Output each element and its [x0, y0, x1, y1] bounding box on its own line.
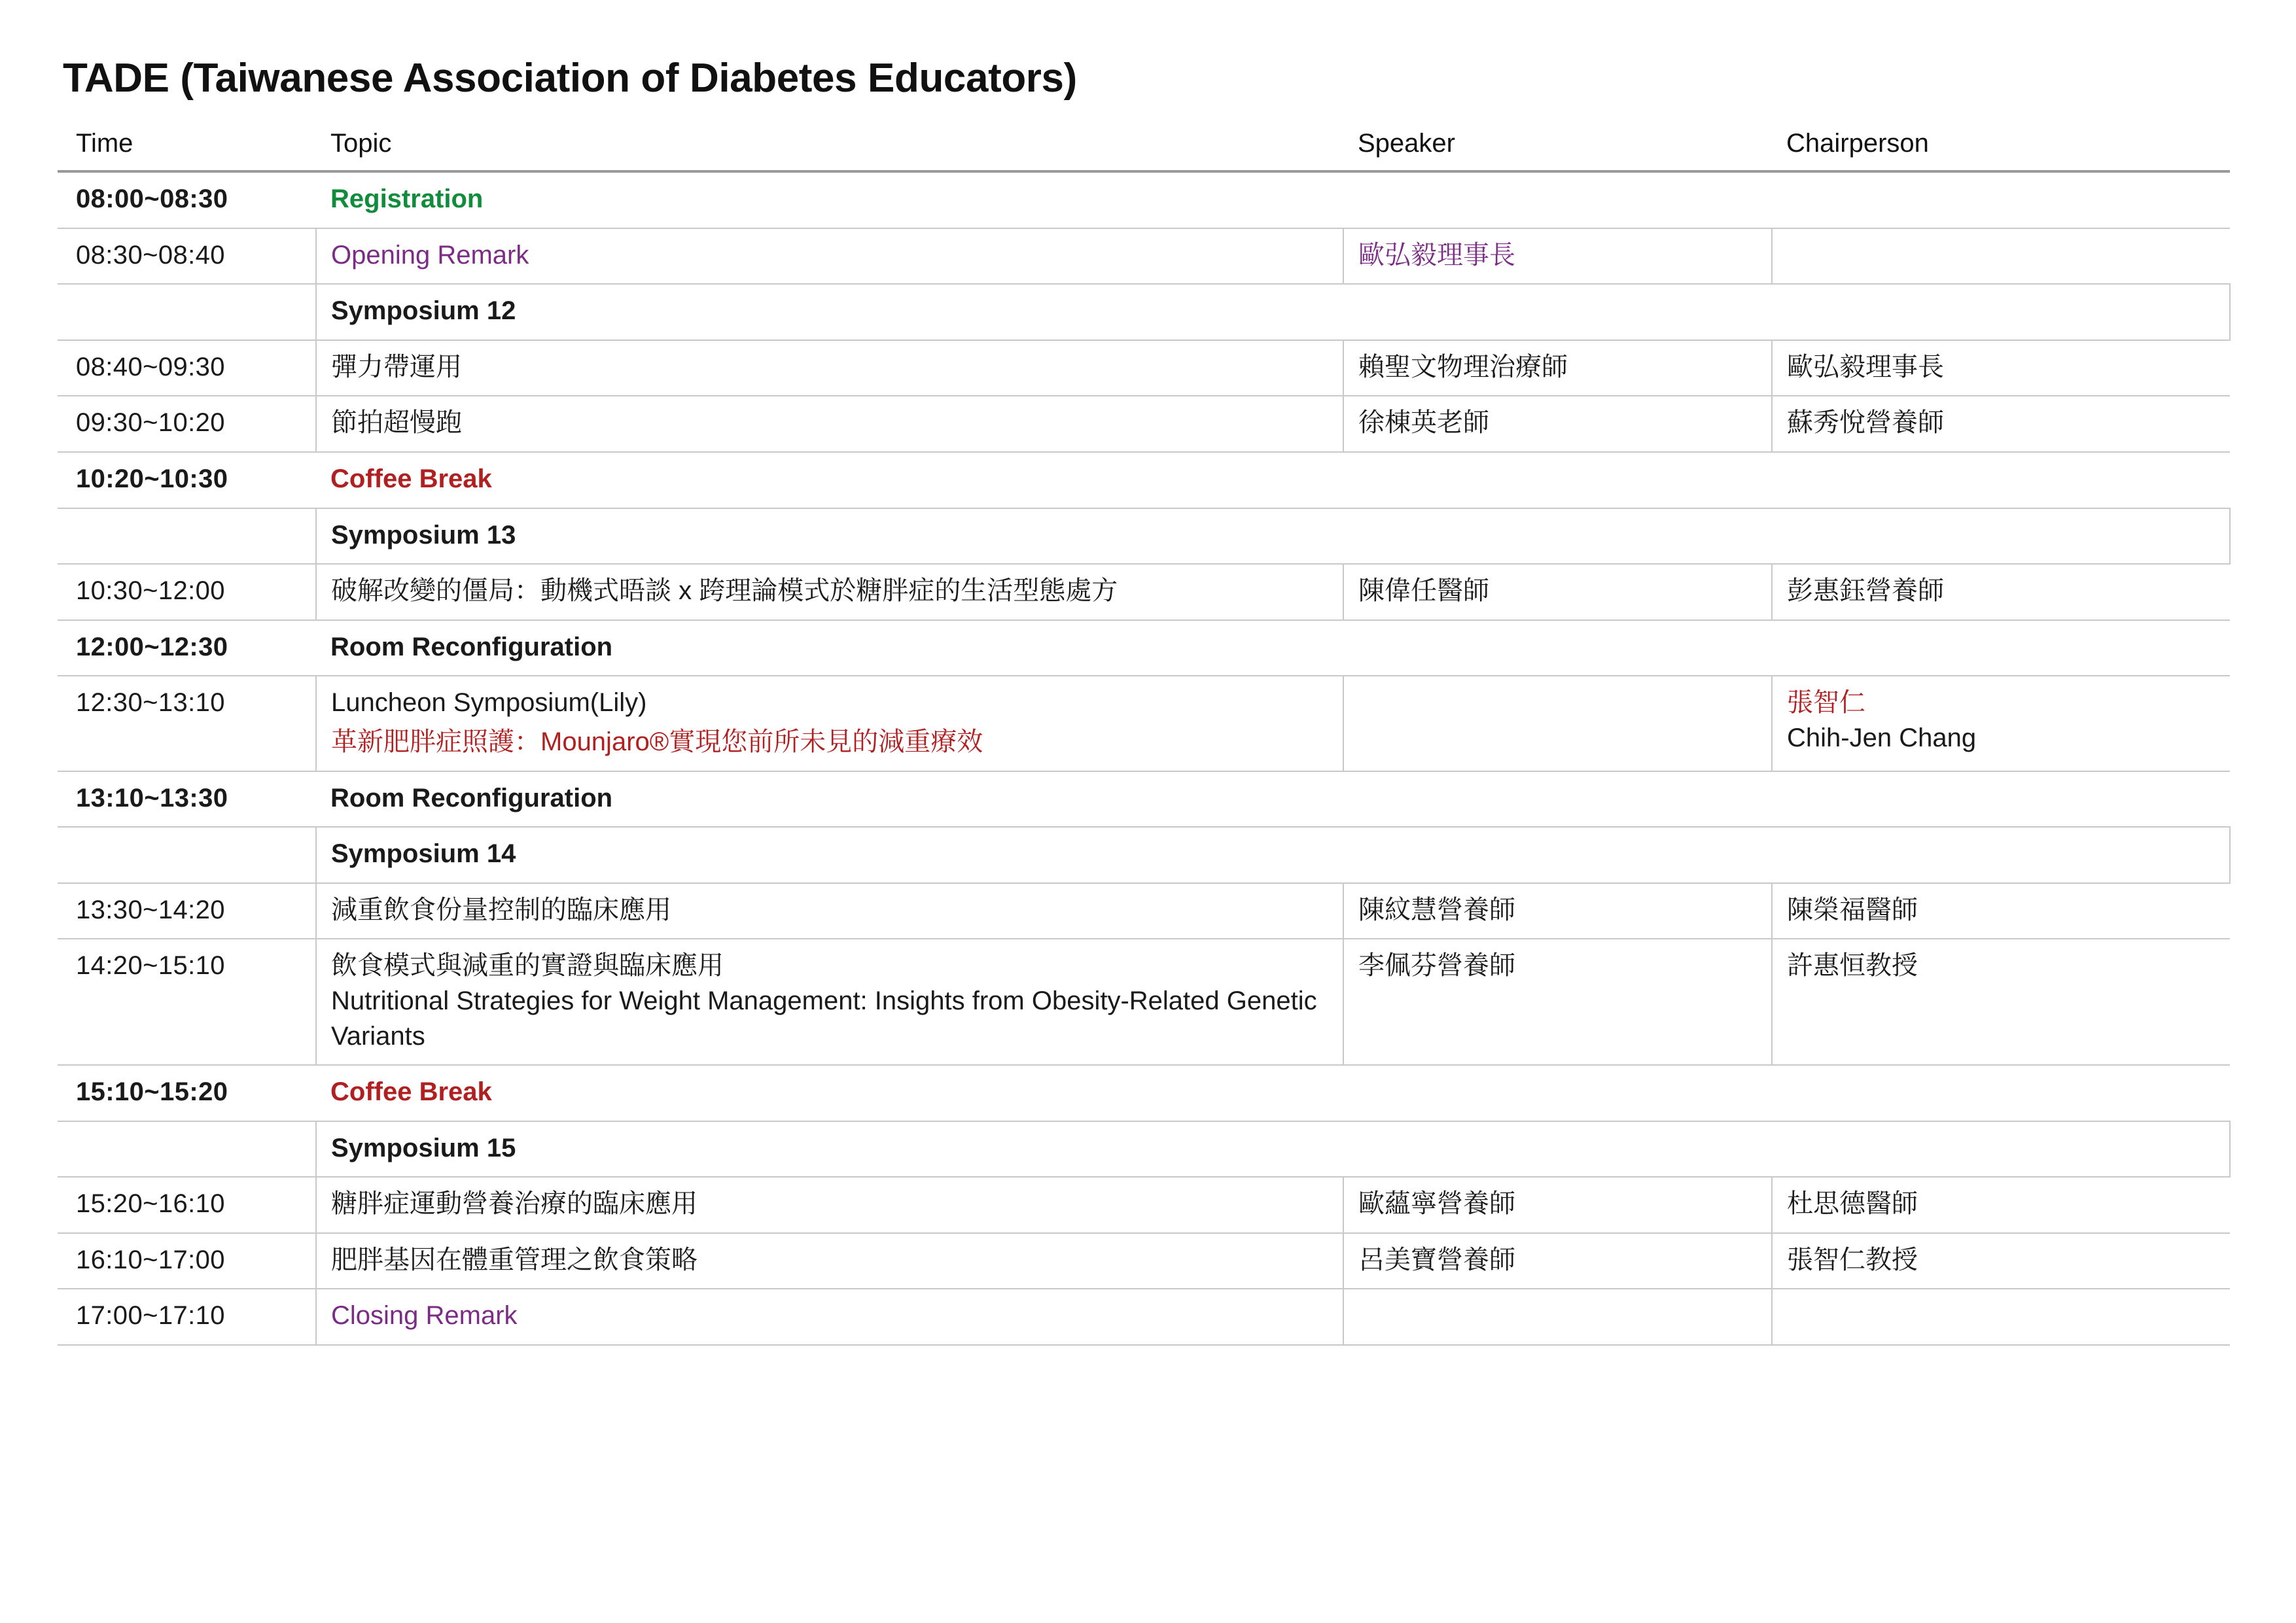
cell-chairperson [1772, 939, 2230, 1065]
topic-text: Symposium 13 [331, 520, 516, 550]
cell-time: 16:10~17:00 [58, 1233, 316, 1289]
cell-speaker [1343, 676, 1772, 771]
cell-time: 09:30~10:20 [58, 396, 316, 452]
table-row [58, 1233, 2230, 1289]
table-row [58, 1289, 2230, 1345]
speaker-name: 賴聖文物理治療師 [1358, 352, 1568, 381]
cell-topic [316, 171, 2230, 228]
cell-time: 15:10~15:20 [58, 1065, 316, 1121]
speaker-name: 歐弘毅理事長 [1358, 240, 1515, 270]
cell-time: 17:00~17:10 [58, 1289, 316, 1345]
cell-topic [316, 827, 2230, 883]
cell-speaker [1343, 340, 1772, 396]
cell-topic [316, 396, 1343, 452]
cell-chairperson [1772, 340, 2230, 396]
cell-time: 15:20~16:10 [58, 1177, 316, 1233]
topic-text: 減重飲食份量控制的臨床應用 [331, 895, 671, 924]
speaker-name: 徐棟英老師 [1358, 408, 1489, 438]
topic-text: 破解改變的僵局：動機式晤談 x 跨理論模式於糖胖症的生活型態處方 [331, 576, 1118, 606]
cell-time: 12:30~13:10 [58, 676, 316, 771]
topic-text: Room Reconfiguration [330, 632, 613, 661]
table-row [58, 228, 2230, 285]
cell-time [58, 284, 316, 340]
cell-topic [316, 1065, 2230, 1121]
page-title: TADE (Taiwanese Association of Diabetes Educators) [63, 56, 1077, 101]
cell-topic [316, 1121, 2230, 1178]
cell-speaker [1343, 883, 1772, 939]
cell-speaker [1343, 1177, 1772, 1233]
cell-topic [316, 564, 1343, 620]
table-row [58, 284, 2230, 340]
cell-speaker [1343, 396, 1772, 452]
cell-topic [316, 1177, 1343, 1233]
cell-speaker [1343, 564, 1772, 620]
topic-subtitle: 革新肥胖症照護：Mounjaro®實現您前所未見的減重療效 [331, 727, 983, 756]
speaker-name: 陳偉任醫師 [1358, 576, 1489, 606]
table-row [58, 1177, 2230, 1233]
cell-topic [316, 883, 1343, 939]
table-row [58, 1121, 2230, 1178]
cell-chairperson [1772, 883, 2230, 939]
cell-chairperson [1772, 228, 2230, 285]
topic-text: Registration [330, 184, 484, 213]
topic-text: 肥胖基因在體重管理之飲食策略 [331, 1245, 698, 1274]
cell-time: 10:30~12:00 [58, 564, 316, 620]
table-header [58, 125, 2230, 171]
cell-chairperson [1772, 1177, 2230, 1233]
chairperson-name: 陳榮福醫師 [1787, 895, 1918, 924]
chairperson-name: 許惠恒教授 [1787, 951, 1918, 981]
cell-time: 10:20~10:30 [58, 452, 316, 508]
schedule-table [58, 125, 2231, 1346]
topic-text: Room Reconfiguration [330, 783, 613, 812]
table-row [58, 508, 2230, 565]
cell-topic [316, 508, 2230, 565]
column-header-chairperson: Chairperson [1772, 125, 2230, 171]
table-row [58, 171, 2230, 228]
table-row [58, 1065, 2230, 1121]
topic-text: 彈力帶運用 [331, 352, 462, 381]
cell-topic [316, 771, 2230, 828]
topic-english-title: Nutritional Strategies for Weight Management: Insights from Obesity-Related Genetic Variants [331, 986, 1317, 1051]
table-row [58, 452, 2230, 508]
cell-topic [316, 939, 1343, 1065]
chairperson-name: 蘇秀悅營養師 [1787, 408, 1944, 438]
speaker-name: 歐蘊寧營養師 [1358, 1189, 1515, 1219]
topic-text: Coffee Break [330, 464, 492, 493]
topic-text: 飲食模式與減重的實證與臨床應用 [331, 951, 724, 981]
table-row [58, 564, 2230, 620]
cell-time: 08:00~08:30 [58, 171, 316, 228]
cell-chairperson [1772, 1233, 2230, 1289]
chairperson-english-name: Chih-Jen Chang [1787, 723, 1977, 752]
speaker-name: 陳紋慧營養師 [1358, 895, 1515, 924]
cell-topic [316, 1233, 1343, 1289]
cell-time [58, 508, 316, 565]
cell-time: 08:30~08:40 [58, 228, 316, 285]
cell-speaker [1343, 228, 1772, 285]
topic-text: 節拍超慢跑 [331, 408, 462, 438]
cell-time [58, 1121, 316, 1178]
cell-time: 12:00~12:30 [58, 620, 316, 676]
chairperson-name: 歐弘毅理事長 [1787, 352, 1944, 381]
topic-text: Symposium 14 [331, 839, 516, 869]
chairperson-name: 張智仁教授 [1787, 1245, 1918, 1274]
cell-chairperson [1772, 676, 2230, 771]
table-row [58, 827, 2230, 883]
topic-text: Symposium 12 [331, 296, 516, 326]
table-body [58, 171, 2230, 1345]
cell-chairperson [1772, 1289, 2230, 1345]
cell-topic [316, 620, 2230, 676]
topic-text: Symposium 15 [331, 1133, 516, 1162]
cell-topic [316, 1289, 1343, 1345]
chairperson-name: 杜思德醫師 [1787, 1189, 1918, 1219]
cell-chairperson [1772, 564, 2230, 620]
column-header-time: Time [58, 125, 316, 171]
table-row [58, 620, 2230, 676]
cell-speaker [1343, 1289, 1772, 1345]
chairperson-name: 張智仁 [1787, 688, 1865, 718]
cell-time: 08:40~09:30 [58, 340, 316, 396]
table-row [58, 939, 2230, 1065]
cell-speaker [1343, 1233, 1772, 1289]
cell-time [58, 827, 316, 883]
cell-speaker [1343, 939, 1772, 1065]
topic-text: Opening Remark [331, 240, 529, 270]
cell-time: 14:20~15:10 [58, 939, 316, 1065]
header-row [58, 125, 2230, 171]
cell-topic [316, 452, 2230, 508]
table-row [58, 676, 2230, 771]
topic-text: Closing Remark [331, 1301, 518, 1331]
chairperson-name: 彭惠鈺營養師 [1787, 576, 1944, 606]
cell-topic [316, 340, 1343, 396]
topic-text: 糖胖症運動營養治療的臨床應用 [331, 1189, 698, 1219]
table-row [58, 396, 2230, 452]
topic-text: Luncheon Symposium(Lily) [331, 688, 647, 718]
cell-chairperson [1772, 396, 2230, 452]
column-header-topic: Topic [316, 125, 1343, 171]
cell-time: 13:10~13:30 [58, 771, 316, 828]
cell-topic [316, 284, 2230, 340]
column-header-speaker: Speaker [1343, 125, 1772, 171]
speaker-name: 李佩芬營養師 [1358, 951, 1515, 981]
table-row [58, 883, 2230, 939]
table-row [58, 340, 2230, 396]
cell-topic [316, 676, 1343, 771]
cell-time: 13:30~14:20 [58, 883, 316, 939]
cell-topic [316, 228, 1343, 285]
table-row [58, 771, 2230, 828]
speaker-name: 呂美寶營養師 [1358, 1245, 1515, 1274]
topic-text: Coffee Break [330, 1077, 492, 1107]
